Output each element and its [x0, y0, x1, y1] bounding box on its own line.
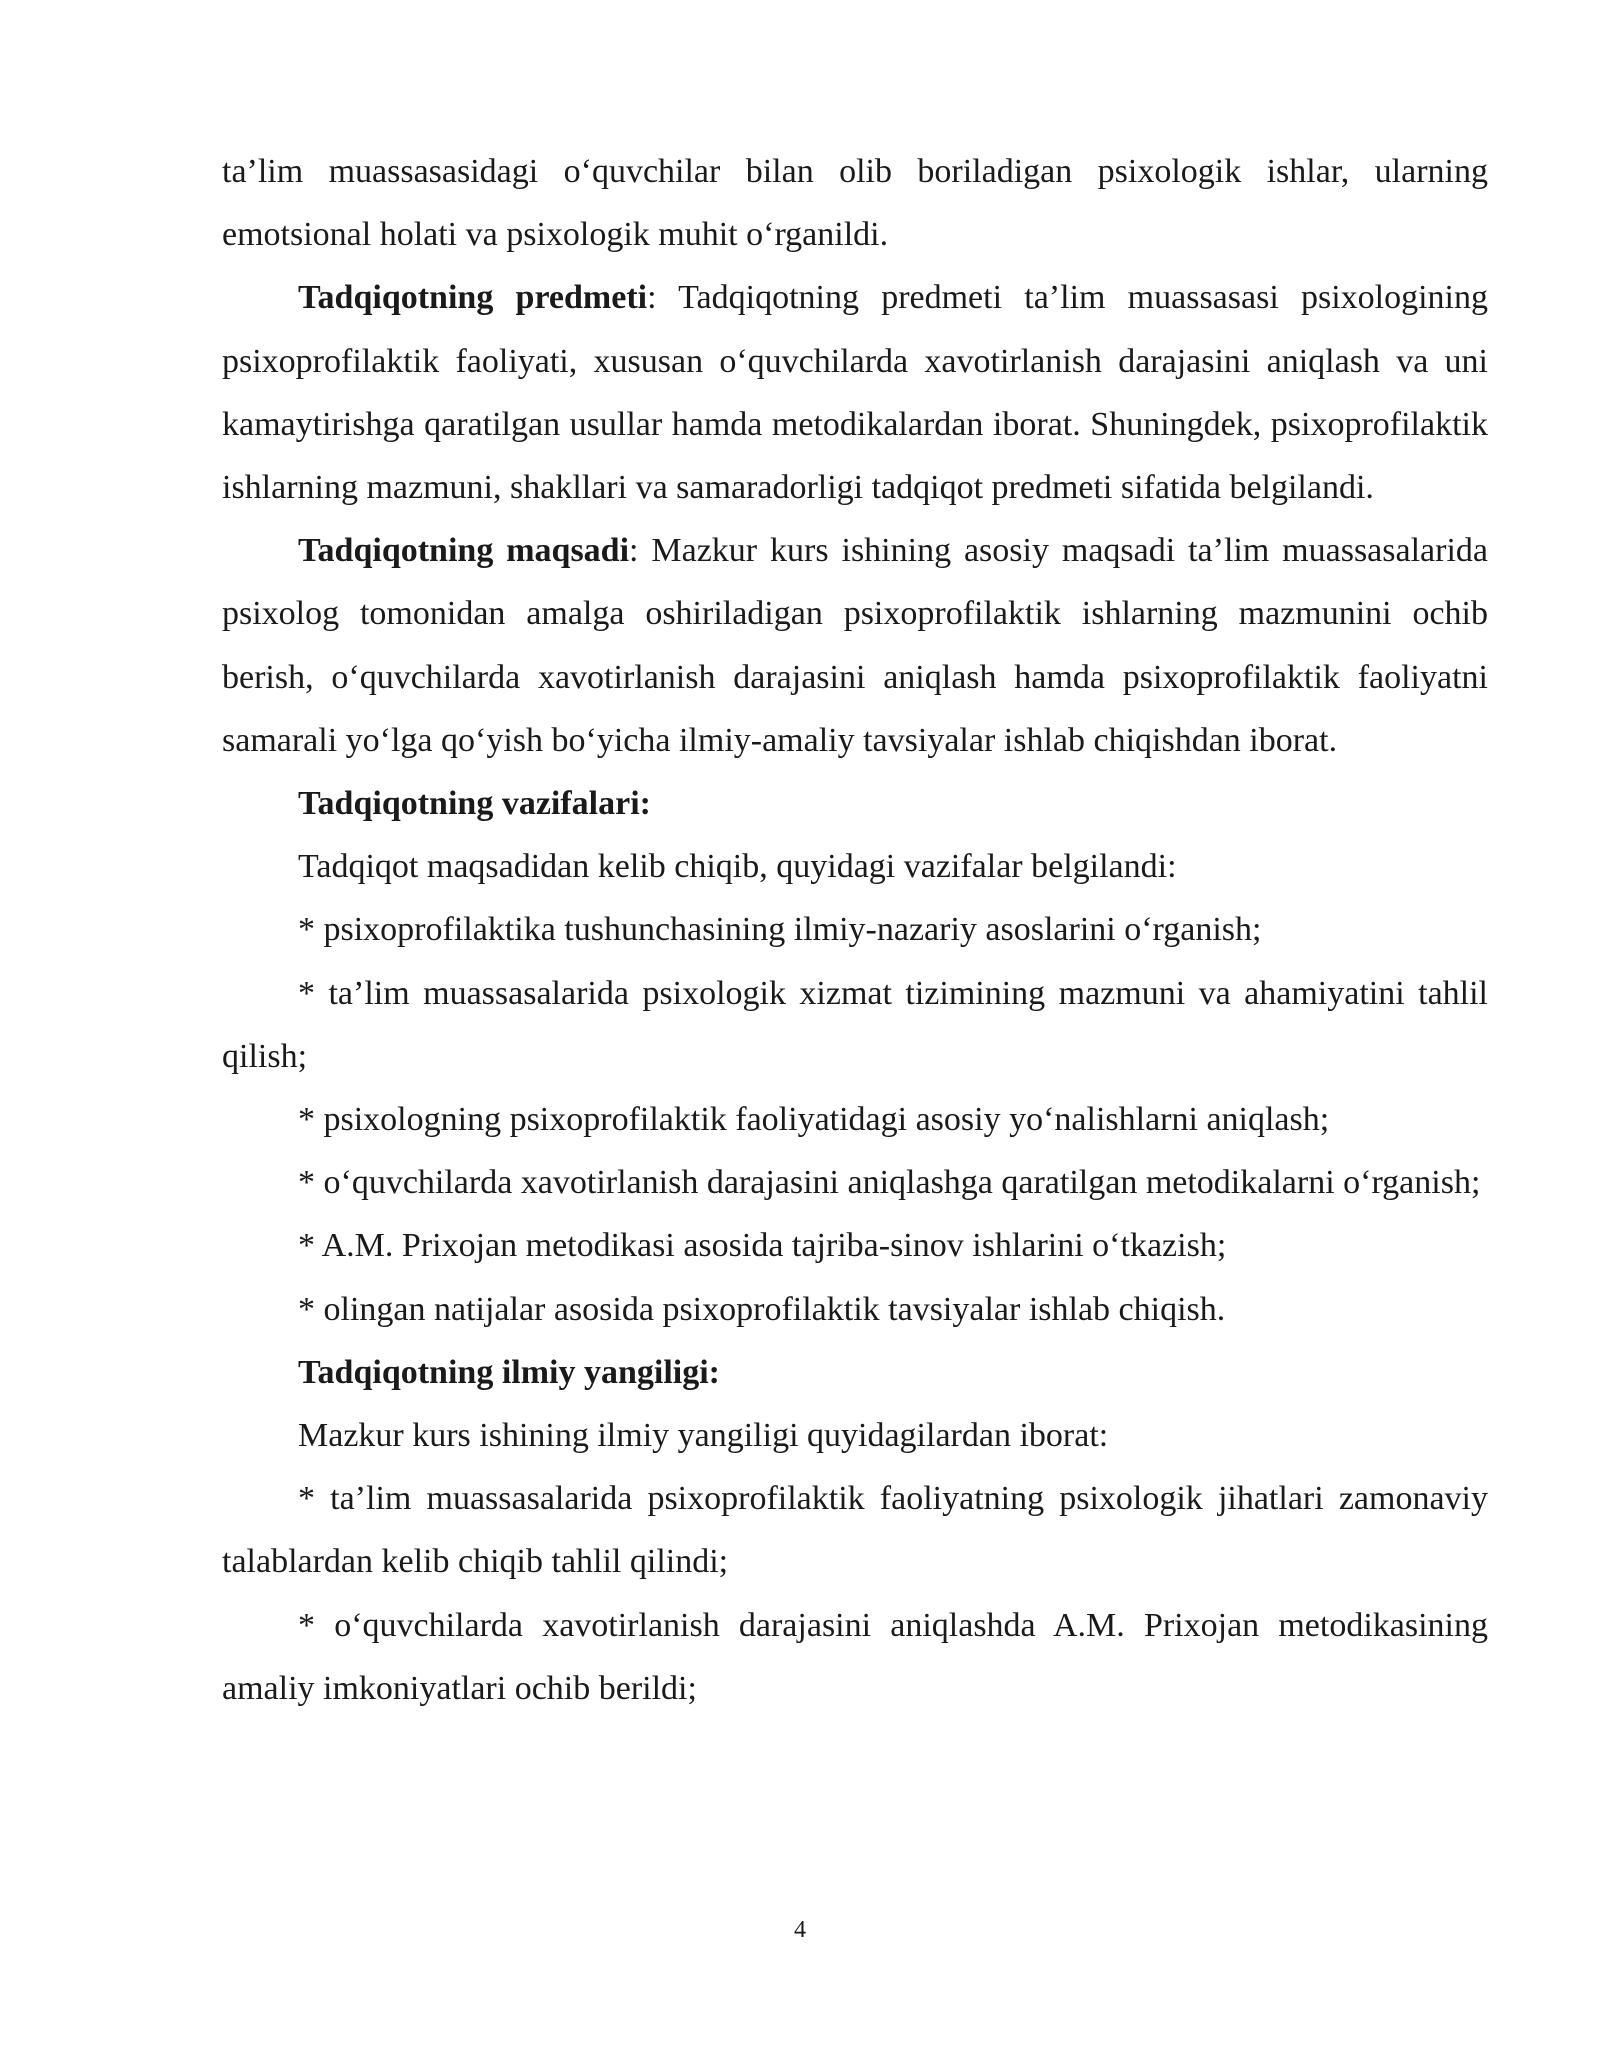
- list-item-task-3: * psixologning psixoprofilaktik faoliyatidagi asosiy yo‘nalishlarni aniqlash;: [298, 1101, 1330, 1139]
- paragraph-research-goal: [222, 519, 1488, 772]
- label-research-subject: Tadqiqotning predmeti: [298, 279, 648, 317]
- text-research-goal: : Mazkur kurs ishining asosiy maqsadi ta’lim muassasalarida psixolog tomonidan amalga oshiriladigan psixoprofilaktik ishlarning mazmunini ochib berish, o‘quvchilarda xavotirlanish darajasini aniqlash hamda psixoprofilaktik faoliyatni samarali yo‘lga qo‘yish bo‘yicha ilmiy-amaliy tavsiyalar ishlab chiqishdan iborat.: [222, 532, 1488, 759]
- paragraph-tasks-intro: Tadqiqot maqsadidan kelib chiqib, quyidagi vazifalar belgilandi:: [298, 848, 1177, 886]
- list-item-task-5: * A.M. Prixojan metodikasi asosida tajriba-sinov ishlarini o‘tkazish;: [298, 1227, 1227, 1265]
- text-research-subject: : Tadqiqotning predmeti ta’lim muassasasi psixologining psixoprofilaktik faoliyati, xususan o‘quvchilarda xavotirlanish darajasini aniqlash va uni kamaytirishga qaratilgan usullar hamda metodikalardan iborat. Shuningdek, psixoprofilaktik ishlarning mazmuni, shakllari va samaradorligi tadqiqot predmeti sifatida belgilandi.: [222, 279, 1488, 507]
- paragraph-intro-continuation: ta’lim muassasasidagi o‘quvchilar bilan olib boriladigan psixologik ishlar, ularning emotsional holati va psixologik muhit o‘rganildi.: [222, 153, 1488, 254]
- list-item-task-2: * ta’lim muassasalarida psixologik xizmat tizimining mazmuni va ahamiyatini tahlil qilish;: [222, 974, 1488, 1075]
- page-body: [222, 140, 1488, 1720]
- list-item-task-1: * psixoprofilaktika tushunchasining ilmiy-nazariy asoslarini o‘rganish;: [298, 911, 1262, 949]
- heading-scientific-novelty: Tadqiqotning ilmiy yangiligi:: [298, 1353, 720, 1391]
- list-item-task-4: * o‘quvchilarda xavotirlanish darajasini aniqlashga qaratilgan metodikalarni o‘rganish;: [298, 1164, 1481, 1202]
- label-research-goal: Tadqiqotning maqsadi: [298, 532, 630, 570]
- list-item-task-6: * olingan natijalar asosida psixoprofilaktik tavsiyalar ishlab chiqish.: [298, 1290, 1226, 1328]
- page-number: 4: [794, 1917, 806, 1943]
- paragraph-novelty-intro: Mazkur kurs ishining ilmiy yangiligi quyidagilardan iborat:: [298, 1417, 1109, 1455]
- list-item-novelty-2: * o‘quvchilarda xavotirlanish darajasini aniqlashda A.M. Prixojan metodikasining amaliy imkoniyatlari ochib berildi;: [222, 1606, 1488, 1707]
- paragraph-research-subject: [222, 266, 1488, 519]
- list-item-novelty-1: * ta’lim muassasalarida psixoprofilaktik faoliyatning psixologik jihatlari zamonaviy talablardan kelib chiqib tahlil qilindi;: [222, 1480, 1488, 1581]
- heading-research-tasks: Tadqiqotning vazifalari:: [298, 785, 651, 823]
